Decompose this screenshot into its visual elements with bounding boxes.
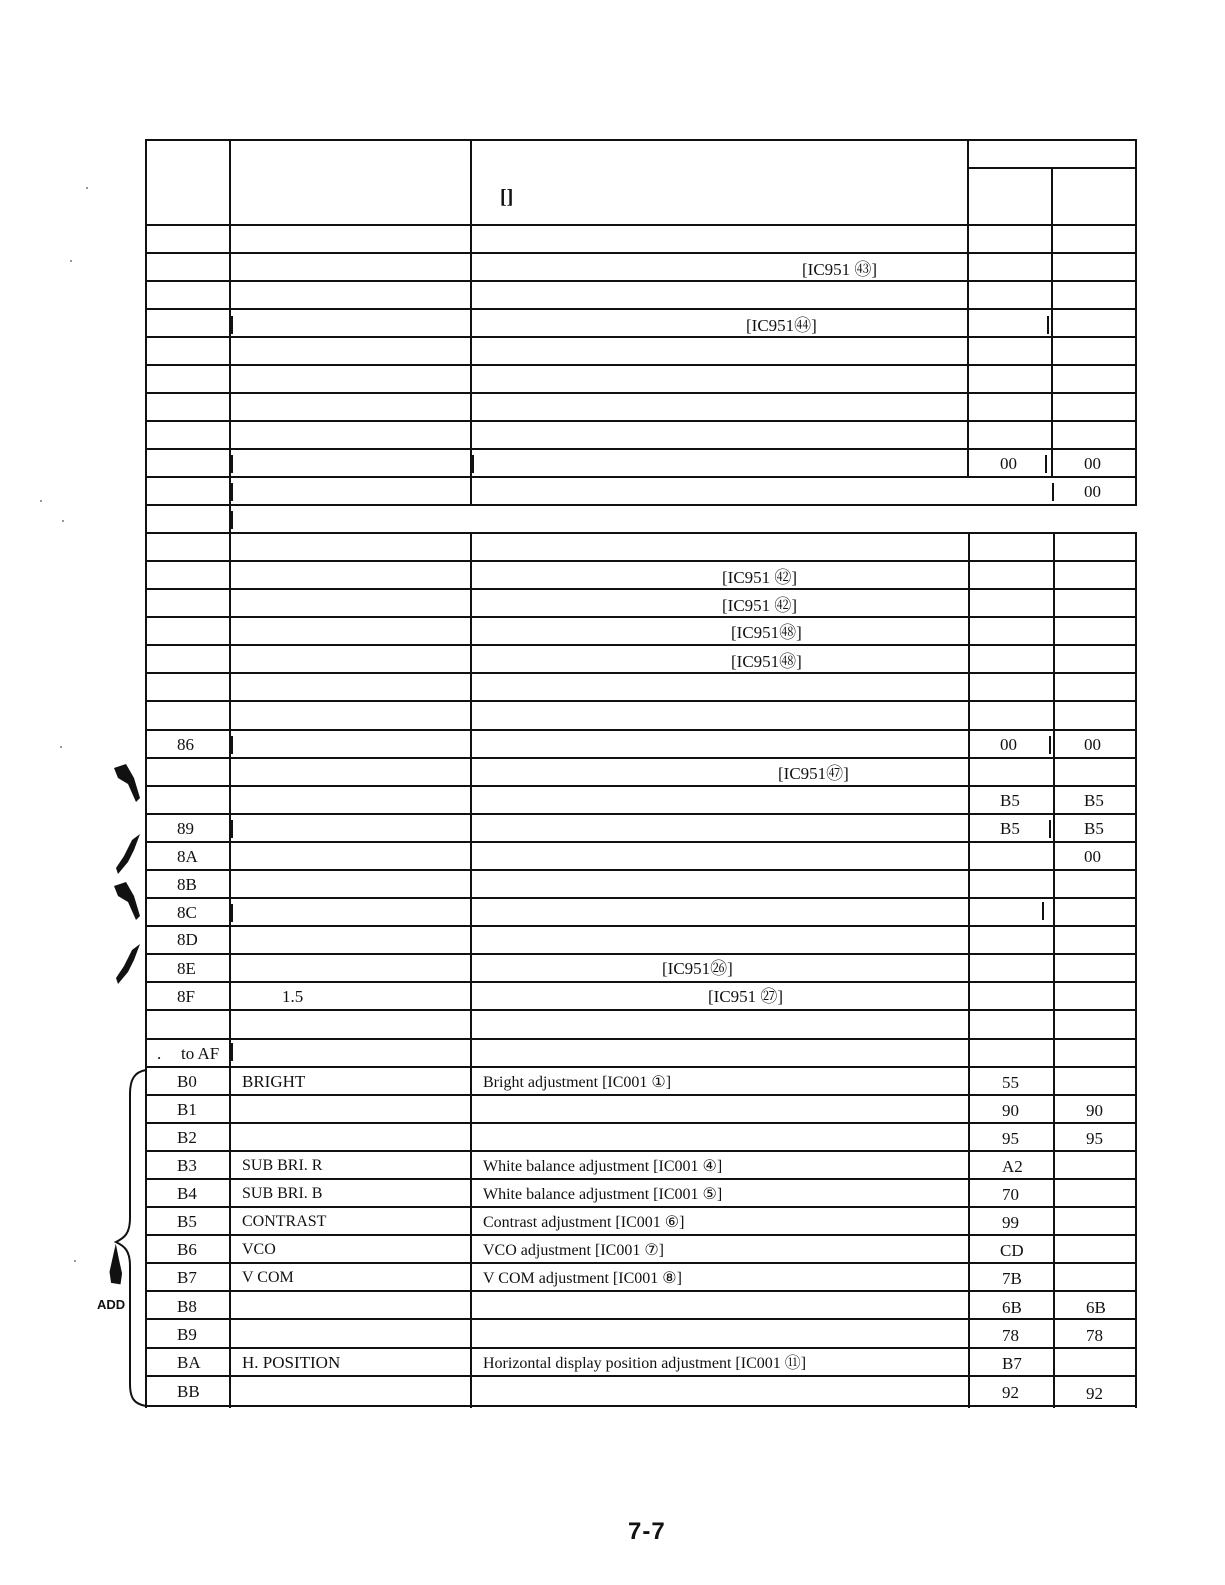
col-rule-name-lower bbox=[470, 533, 472, 1408]
pin-reference: [IC951 ㊷] bbox=[722, 568, 798, 587]
scan-speck bbox=[86, 187, 88, 189]
default-value-1: 00 bbox=[1000, 454, 1017, 473]
row-rule bbox=[145, 1038, 1137, 1040]
row-rule bbox=[145, 588, 1137, 590]
row-rule bbox=[145, 925, 1137, 927]
header-bracket-mark: [] bbox=[500, 186, 514, 208]
default-value-2: 00 bbox=[1084, 847, 1101, 866]
scan-speck bbox=[74, 1260, 76, 1262]
default-value-1: 90 bbox=[1002, 1101, 1019, 1120]
register-address: BB bbox=[177, 1382, 200, 1401]
register-address: B1 bbox=[177, 1100, 197, 1119]
row-rule bbox=[145, 616, 1137, 618]
row-rule bbox=[145, 1009, 1137, 1011]
change-marker-arrow-icon bbox=[112, 762, 142, 806]
row-rule bbox=[145, 672, 1137, 674]
register-address: B4 bbox=[177, 1184, 197, 1203]
scan-speck bbox=[70, 260, 72, 262]
row-rule bbox=[145, 1290, 1137, 1292]
change-marker-arrow-icon bbox=[112, 880, 142, 924]
margin-bullet: . bbox=[157, 1044, 162, 1063]
row-rule bbox=[145, 392, 1137, 394]
row-rule bbox=[145, 1206, 1137, 1208]
tick-mark bbox=[231, 455, 233, 473]
register-description: White balance adjustment [IC001 ④] bbox=[483, 1158, 723, 1175]
tick-mark bbox=[1049, 820, 1051, 838]
tick-mark bbox=[231, 1043, 233, 1061]
row-rule bbox=[145, 953, 1137, 955]
register-address: 8F bbox=[177, 987, 195, 1006]
default-value-1: 95 bbox=[1002, 1129, 1019, 1148]
register-description: V COM adjustment [IC001 ⑧] bbox=[483, 1270, 682, 1287]
register-name: SUB BRI. R bbox=[242, 1157, 323, 1174]
register-name: BRIGHT bbox=[242, 1072, 306, 1091]
register-name: CONTRAST bbox=[242, 1213, 327, 1230]
register-address: B9 bbox=[177, 1325, 197, 1344]
register-address: to AF bbox=[181, 1044, 220, 1063]
row-rule bbox=[145, 224, 1137, 226]
default-value-2: 6B bbox=[1086, 1298, 1106, 1317]
register-address: 86 bbox=[177, 735, 194, 754]
row-rule bbox=[145, 336, 1137, 338]
pin-reference: [IC951㊹] bbox=[746, 316, 817, 335]
tick-mark bbox=[968, 736, 970, 754]
row-rule bbox=[145, 729, 1137, 731]
row-rule bbox=[145, 1375, 1137, 1377]
row-rule bbox=[145, 897, 1137, 899]
row-rule bbox=[145, 504, 1137, 506]
change-marker-arrow-icon bbox=[114, 832, 144, 876]
default-value-2: B5 bbox=[1084, 819, 1104, 838]
pin-reference: [IC951㉖] bbox=[662, 959, 733, 978]
row-rule bbox=[145, 1347, 1137, 1349]
row-rule bbox=[145, 1318, 1137, 1320]
row-rule bbox=[145, 476, 1137, 478]
col-rule-name-upper bbox=[470, 139, 472, 506]
tick-mark bbox=[1047, 316, 1049, 334]
register-address: 8E bbox=[177, 959, 196, 978]
pin-reference: [IC951㊽] bbox=[731, 652, 802, 671]
row-rule bbox=[145, 1234, 1137, 1236]
tick-mark bbox=[472, 455, 474, 473]
pin-reference: [IC951 ㊸] bbox=[802, 260, 878, 279]
default-value-2: 00 bbox=[1084, 735, 1101, 754]
register-address: 8C bbox=[177, 903, 197, 922]
default-value-1: 70 bbox=[1002, 1185, 1019, 1204]
register-name: VCO bbox=[242, 1241, 276, 1258]
tick-mark bbox=[1049, 736, 1051, 754]
default-value-1: 99 bbox=[1002, 1213, 1019, 1232]
tick-mark bbox=[231, 820, 233, 838]
register-address: 8B bbox=[177, 875, 197, 894]
register-address: B0 bbox=[177, 1072, 197, 1091]
row-rule bbox=[145, 700, 1137, 702]
default-value-1: B7 bbox=[1002, 1354, 1022, 1373]
default-value-1: 6B bbox=[1002, 1298, 1022, 1317]
row-rule bbox=[145, 420, 1137, 422]
default-value-1: CD bbox=[1000, 1241, 1024, 1260]
default-value-1: 78 bbox=[1002, 1326, 1019, 1345]
register-address: 8A bbox=[177, 847, 198, 866]
tick-mark bbox=[231, 904, 233, 922]
register-address: B6 bbox=[177, 1240, 197, 1259]
default-value-2: 95 bbox=[1086, 1129, 1103, 1148]
row-rule bbox=[145, 1178, 1137, 1180]
tick-mark bbox=[1045, 455, 1047, 473]
pin-reference: [IC951 ㊷] bbox=[722, 596, 798, 615]
scan-speck bbox=[62, 520, 64, 522]
default-value-1: 55 bbox=[1002, 1073, 1019, 1092]
register-description: VCO adjustment [IC001 ⑦] bbox=[483, 1242, 664, 1259]
tick-mark bbox=[231, 736, 233, 754]
row-rule bbox=[145, 364, 1137, 366]
table-top-border bbox=[145, 139, 1137, 141]
tick-mark bbox=[231, 483, 233, 501]
tick-mark bbox=[968, 820, 970, 838]
tick-mark bbox=[1052, 483, 1054, 501]
pin-reference: [IC951㊽] bbox=[731, 623, 802, 642]
col-rule-value-upper bbox=[1051, 167, 1053, 478]
row-rule bbox=[145, 1066, 1137, 1068]
default-value-2: 00 bbox=[1084, 482, 1101, 501]
row-rule bbox=[145, 308, 1137, 310]
tick-mark bbox=[470, 820, 472, 838]
register-address: B3 bbox=[177, 1156, 197, 1175]
page-number: 7-7 bbox=[628, 1518, 666, 1545]
row-rule bbox=[145, 280, 1137, 282]
register-address: B8 bbox=[177, 1297, 197, 1316]
register-address: 89 bbox=[177, 819, 194, 838]
scan-speck bbox=[40, 500, 42, 502]
default-value-1: B5 bbox=[1000, 819, 1020, 838]
register-description: Contrast adjustment [IC001 ⑥] bbox=[483, 1214, 685, 1231]
default-value-1: 7B bbox=[1002, 1269, 1022, 1288]
row-rule bbox=[145, 1122, 1137, 1124]
tick-mark bbox=[231, 511, 233, 529]
row-rule bbox=[145, 560, 1137, 562]
tick-mark bbox=[231, 316, 233, 334]
tick-mark bbox=[1042, 902, 1044, 920]
row-rule bbox=[145, 841, 1137, 843]
pin-reference: [IC951 ㉗] bbox=[708, 987, 784, 1006]
row-rule bbox=[145, 1262, 1137, 1264]
row-rule bbox=[145, 981, 1137, 983]
table-bottom-border bbox=[145, 1405, 1137, 1407]
register-address: B5 bbox=[177, 1212, 197, 1231]
register-description: White balance adjustment [IC001 ⑤] bbox=[483, 1186, 723, 1203]
default-value-2: 78 bbox=[1086, 1326, 1103, 1345]
default-value-2: B5 bbox=[1084, 791, 1104, 810]
col-rule-right-lower bbox=[1135, 533, 1137, 1408]
register-description: Horizontal display position adjustment [IC001 ⑪] bbox=[483, 1355, 807, 1372]
default-value-2: 90 bbox=[1086, 1101, 1103, 1120]
col-rule-desc-lower bbox=[968, 533, 970, 1408]
row-rule bbox=[145, 757, 1137, 759]
register-address: BA bbox=[177, 1353, 201, 1372]
tick-mark bbox=[967, 316, 969, 334]
register-name: H. POSITION bbox=[242, 1353, 341, 1372]
register-address: B2 bbox=[177, 1128, 197, 1147]
row-rule bbox=[145, 448, 1137, 450]
row-rule bbox=[145, 532, 1137, 534]
register-name: SUB BRI. B bbox=[242, 1185, 323, 1202]
row-rule bbox=[145, 813, 1137, 815]
scan-speck bbox=[60, 746, 62, 748]
default-value-1: 92 bbox=[1002, 1383, 1019, 1402]
row-rule bbox=[145, 644, 1137, 646]
tick-mark bbox=[470, 736, 472, 754]
default-value-1: 00 bbox=[1000, 735, 1017, 754]
default-value-2: 00 bbox=[1084, 454, 1101, 473]
row-rule bbox=[145, 1150, 1137, 1152]
change-marker-arrow-icon bbox=[114, 942, 144, 986]
register-address: 8D bbox=[177, 930, 198, 949]
pin-reference: [IC951㊼] bbox=[778, 764, 849, 783]
row-rule bbox=[145, 785, 1137, 787]
default-value-1: A2 bbox=[1002, 1157, 1023, 1176]
col-rule-right-upper bbox=[1135, 139, 1137, 506]
row-rule bbox=[145, 1094, 1137, 1096]
col-rule-value-lower bbox=[1053, 533, 1055, 1408]
row-rule bbox=[145, 869, 1137, 871]
default-value-2: 92 bbox=[1086, 1384, 1103, 1403]
register-name: V COM bbox=[242, 1269, 294, 1286]
add-label: ADD bbox=[97, 1297, 126, 1312]
register-address: B7 bbox=[177, 1268, 197, 1287]
register-description: Bright adjustment [IC001 ①] bbox=[483, 1074, 672, 1091]
added-rows-brace bbox=[112, 1068, 148, 1408]
default-value-1: B5 bbox=[1000, 791, 1020, 810]
register-name: 1.5 bbox=[282, 987, 304, 1006]
row-rule bbox=[145, 252, 1137, 254]
